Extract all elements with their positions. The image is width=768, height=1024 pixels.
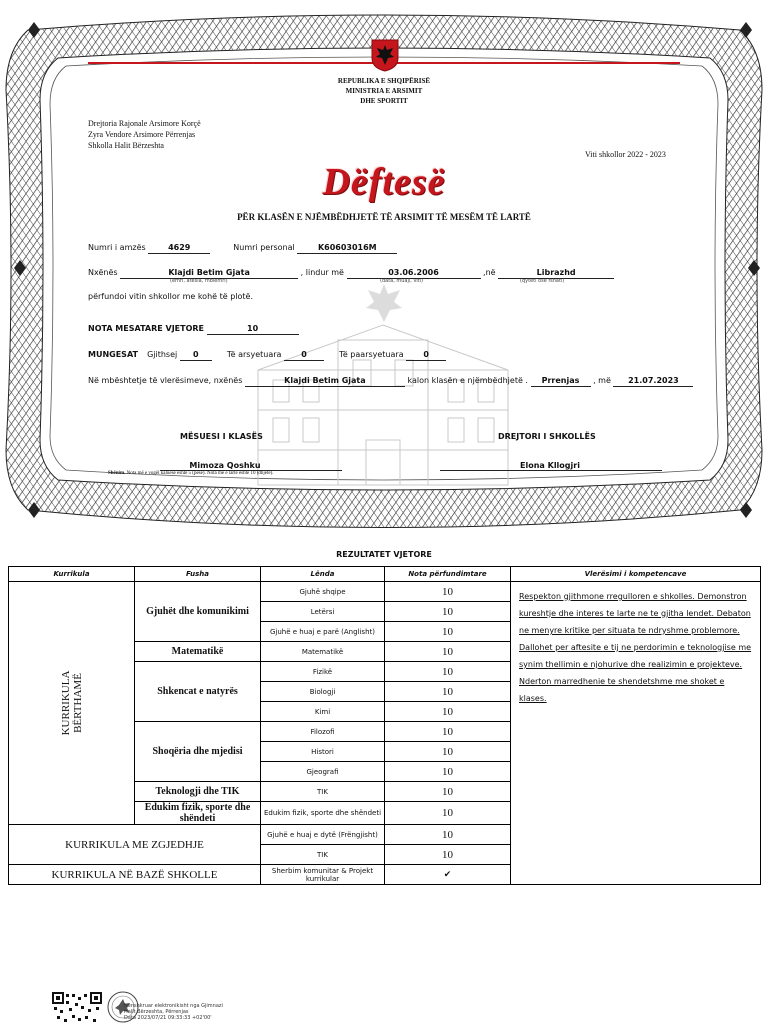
name-hint: (emri, atësia, mbiemri) [170, 278, 228, 284]
absences-row [88, 349, 446, 361]
competence-cell [511, 582, 761, 885]
amza-label: Numri i amzës [88, 243, 146, 252]
e-signature-line-2: Halit Bërzeshta, Përrenjas [124, 1009, 189, 1015]
director-signature-line [440, 470, 662, 471]
subject-cell: Sherbim komunitar & Projekt kurrikular [261, 865, 385, 885]
birthplace-label: ,në [483, 268, 496, 277]
grade-cell: 10 [385, 845, 511, 865]
conclusion-date: 21.07.2023 [613, 375, 693, 387]
subject-cell: Biologji [261, 682, 385, 702]
date-hint: (data, muaji, viti) [380, 278, 424, 284]
student-name: Klajdi Betim Gjata [120, 267, 298, 279]
eagle-watermark-icon [364, 280, 404, 324]
grade-cell: 10 [385, 642, 511, 662]
absences-label: MUNGESAT [88, 350, 138, 359]
subject-cell: Gjuhë e huaj e parë (Anglisht) [261, 622, 385, 642]
grade-cell: 10 [385, 802, 511, 825]
competence-text: Respekton gjithmone rregulloren e shkolles. Demonstron kureshtje dhe interes te larte ne te gjitha lendet. Debaton ne menyre kritike per situata te ndryshme problemore. Dallohet per aftesite e tij ne perdorimin e teknologjise me synim thellimin e njohurive dhe realizimin e projekteve. Nderton marredhenie te shendetshme me shoket e klases. [519, 592, 752, 703]
area-pe: Edukim fizik, sporte dhe shëndeti [135, 802, 261, 825]
class-subtitle: PËR KLASËN E NJËMBËDHJETË TË ARSIMIT TË MESËM TË LARTË [237, 212, 531, 222]
grade-cell: 10 [385, 825, 511, 845]
birth-place: Librazhd [498, 267, 614, 279]
teacher-label: MËSUESI I KLASËS [180, 432, 263, 441]
note-label: Shënim. [108, 471, 126, 476]
conclusion-prefix: Në mbështetje të vlerësimeve, nxënës [88, 376, 243, 385]
average-grade-label: NOTA MESATARE VJETORE [88, 324, 205, 333]
area-languages: Gjuhët dhe komunikimi [135, 582, 261, 642]
amza-number: 4629 [148, 242, 210, 254]
grade-cell: 10 [385, 762, 511, 782]
qr-code-icon [52, 992, 102, 1024]
note-text: Nota më e vogël kaluese është 5 (pesë). Nota më e lartë është 10 (dhjetë). [126, 471, 274, 476]
area-tech: Teknologji dhe TIK [135, 782, 261, 802]
albania-emblem-icon [370, 38, 400, 72]
subject-cell: Matematikë [261, 642, 385, 662]
results-header-row [9, 567, 761, 582]
birth-date: 03.06.2006 [347, 267, 481, 279]
ministry-line-2: DHE SPORTIT [360, 97, 408, 105]
grade-cell: 10 [385, 722, 511, 742]
regional-directorate: Drejtoria Rajonale Arsimore Korçë [88, 119, 201, 128]
pupil-label: Nxënës [88, 268, 118, 277]
subject-cell: Gjuhë e huaj e dytë (Frëngjisht) [261, 825, 385, 845]
born-label: , lindur më [300, 268, 344, 277]
subject-cell: Gjuhë shqipe [261, 582, 385, 602]
school-curriculum-label: KURRIKULA NË BAZË SHKOLLE [9, 865, 261, 885]
grade-cell: 10 [385, 602, 511, 622]
core-curriculum-label: KURRIKULA BËRTHAMË [59, 670, 84, 736]
local-office: Zyra Vendore Arsimore Përrenjas [88, 130, 196, 139]
core-curriculum-cell [9, 582, 135, 825]
subject-cell: Kimi [261, 702, 385, 722]
area-society: Shoqëria dhe mjedisi [135, 722, 261, 782]
subject-cell: Edukim fizik, sporte dhe shëndeti [261, 802, 385, 825]
personal-number-label: Numri personal [233, 243, 295, 252]
absences-total: 0 [180, 349, 212, 361]
e-signature-line-3: Data 2023/07/21 09:33:33 +02'00' [124, 1015, 212, 1021]
school-name: Shkolla Halit Bërzeshta [88, 141, 164, 150]
e-signature-line-1: Nënshkruar elektronikisht nga Gjimnazi [124, 1003, 223, 1009]
subject-cell: Histori [261, 742, 385, 762]
grade-cell: 10 [385, 782, 511, 802]
place-hint: (qyteti ose fshati) [520, 278, 565, 284]
results-title: REZULTATET VJETORE [336, 550, 432, 559]
grade-cell: 10 [385, 682, 511, 702]
absences-justified-label: Të arsyetuara [226, 350, 282, 359]
ministry-header [0, 76, 768, 106]
absences-unjustified-label: Të paarsyetuara [339, 350, 404, 359]
absences-justified: 0 [284, 349, 324, 361]
issuing-institutions [88, 118, 201, 151]
document-title: Dëftesë [322, 161, 446, 203]
personal-number: K60603016M [297, 242, 397, 254]
conclusion-mid: kalon klasën e njëmbëdhjetë . [407, 376, 528, 385]
header-competence: Vlerësimi i kompetencave [511, 567, 761, 582]
grade-cell: 10 [385, 582, 511, 602]
header-final-grade: Nota përfundimtare [385, 567, 511, 582]
director-label: DREJTORI I SHKOLLËS [498, 432, 596, 441]
conclusion-date-label: , më [593, 376, 611, 385]
grade-cell: 10 [385, 702, 511, 722]
grade-cell: 10 [385, 742, 511, 762]
checkmark-icon: ✔ [385, 865, 511, 885]
table-row [9, 582, 761, 602]
results-table [8, 566, 761, 885]
e-signature-stamp [124, 1003, 223, 1021]
republic-title: REPUBLIKA E SHQIPËRISË [337, 77, 431, 85]
subject-cell: Filozofi [261, 722, 385, 742]
header-curriculum: Kurrikula [9, 567, 135, 582]
conclusion-place: Prrenjas [531, 375, 591, 387]
subject-cell: Fizikë [261, 662, 385, 682]
ministry-line-1: MINISTRIA E ARSIMIT [345, 87, 423, 95]
average-grade-value: 10 [207, 323, 299, 335]
subject-cell: Letërsi [261, 602, 385, 622]
area-science: Shkencat e natyrës [135, 662, 261, 722]
average-grade-row [88, 323, 299, 335]
subject-cell: Gjeografi [261, 762, 385, 782]
school-year: Viti shkollor 2022 - 2023 [585, 150, 666, 159]
director-name: Elona Kllogjri [520, 461, 580, 470]
subject-cell: TIK [261, 845, 385, 865]
absences-unjustified: 0 [406, 349, 446, 361]
registry-row [88, 242, 397, 254]
grade-cell: 10 [385, 622, 511, 642]
grade-cell: 10 [385, 662, 511, 682]
absences-total-label: Gjithsej [147, 350, 178, 359]
conclusion-row [88, 375, 693, 387]
area-math: Matematikë [135, 642, 261, 662]
header-subject: Lënda [261, 567, 385, 582]
subject-cell: TIK [261, 782, 385, 802]
conclusion-student-name: Klajdi Betim Gjata [245, 375, 405, 387]
header-field: Fusha [135, 567, 261, 582]
grading-note [108, 471, 274, 476]
teacher-name: Mimoza Qoshku [189, 461, 261, 470]
elective-curriculum-label: KURRIKULA ME ZGJEDHJE [9, 825, 261, 865]
completion-text: përfundoi vitin shkollor me kohë të plotë. [88, 292, 253, 301]
